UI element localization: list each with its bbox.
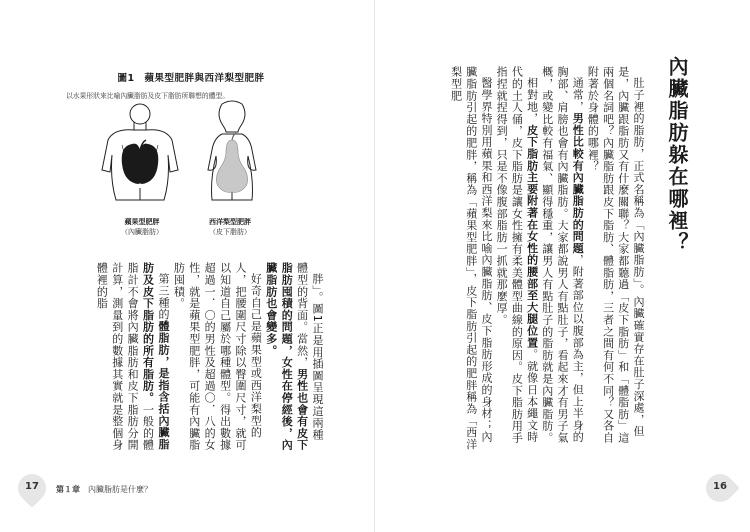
paragraph (263, 262, 325, 452)
paragraph (494, 66, 540, 450)
section-heading: 內臟脂肪躲在哪裡？ (665, 56, 689, 254)
footer-title: 內臟脂肪是什麼？ (88, 485, 152, 494)
bold-text-run: 男性也會有皮下脂肪囤積的問題，女性在停經後，內臟脂肪也會變多。 (264, 262, 309, 451)
apple-label (112, 217, 172, 237)
text-run: 通常， (571, 77, 585, 113)
page-number-text: 17 (25, 481, 39, 492)
paragraph (171, 262, 263, 452)
figure-title: 圖1 蘋果型肥胖與西洋梨型肥胖 (117, 73, 265, 84)
paragraph (540, 66, 586, 450)
text-run: ，附著部位以腹部為主，但上半身的胸部、肩膀也會有內臟脂肪。大家都說男人有點肚子，看起來才有男子氣概，或變比較有福氣、顯得穩重，讓男人有點肚子的脂肪就是內臟脂肪。 (540, 66, 585, 444)
paragraph (448, 66, 494, 450)
apple-label-title: 蘋果型肥胖 (124, 218, 160, 226)
bold-text-run: 體脂肪，是指含括內臟脂肪及皮下脂肪的所有脂肪。 (141, 262, 170, 451)
pear-label-title: 西洋梨型肥胖 (209, 218, 251, 226)
text-run: 胖」。圖1正是用插圖呈現這兩種體型的背面。當然， (295, 262, 324, 441)
text-run: 肚子裡的脂肪，正式名稱為「內臟脂肪」。內臟確實存在肚子深處，但是，內臟跟脂肪又有什麼關聯？大家都聽過「皮下脂肪」和「體脂肪」這兩個名詞吧？內臟脂肪跟皮下脂肪、體脂肪，三者之間有何不同？又各自附著於身體的哪裡？ (586, 66, 645, 444)
footer-chapter: 第１章 (56, 485, 80, 494)
pear-label-sub: （皮下脂肪） (209, 228, 251, 236)
figure-caption: 以水果形狀來比喻內臟脂肪及皮下脂肪所聯想的體型。 (66, 92, 230, 100)
text-run: 相對地， (525, 77, 539, 125)
text-run: 醫學界特別用蘋果和西洋梨來比喻內臟脂肪、皮下脂肪形成的身材；內臟脂肪引起的肥胖，稱為「蘋果型肥胖」，皮下脂肪引起的肥胖稱為「西洋梨型肥 (449, 66, 493, 450)
bold-text-run: 皮下脂肪主要附著在女性的腰部至大腿位置 (525, 124, 539, 349)
left-body-text (60, 262, 325, 452)
running-footer (56, 484, 152, 495)
page-number-text: 16 (713, 481, 727, 492)
text-run: 。就像日本繩文時代的土人俑，皮下脂肪是讓女性擁有柔美體型曲線的原因。皮下脂肪用手指捏就捏得到，只是不像腹部脂肪一抓就那麼厚。 (495, 66, 539, 444)
page-number-right (706, 474, 738, 506)
text-run: 好奇自己是蘋果型或西洋梨型的人，把腰圍尺寸除以臀圍尺寸，就可以知道自己屬於哪種體型。得出數據超過一．〇的男性及超過〇．八的女性，就是蘋果型肥胖，可能有內臟脂肪囤積。 (172, 262, 263, 451)
page-number-left (18, 474, 50, 506)
paragraph (585, 66, 646, 450)
body-shape-figure (100, 100, 280, 215)
pear-label (200, 217, 260, 237)
text-run: 第三種的 (156, 273, 170, 321)
text-run: 一般的體脂計不會將內臟脂肪和皮下脂肪分開計算，測量到的數據其實就是整個身體裡的脂 (95, 262, 155, 451)
right-body-text (448, 66, 646, 450)
paragraph (94, 262, 171, 452)
bold-text-run: 男性比較有內臟脂肪的問題 (571, 112, 585, 255)
apple-label-sub: （內臟脂肪） (121, 228, 163, 236)
